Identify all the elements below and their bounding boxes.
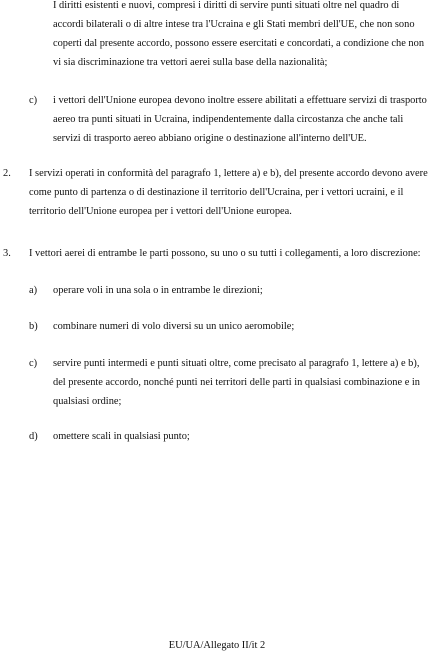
intro-paragraph: I diritti esistenti e nuovi, compresi i diritti di servire punti situati oltre nel quadro di accordi bilaterali o di altre intese tra l'Ucraina e gli Stati membri dell'UE, che non sono coperti dal presente accordo, possono essere esercitati e concordati, a condizione che non vi sia discriminazione tra vettori aerei sulla base della nazionalità;: [53, 0, 425, 68]
sub-item-c-marker: c): [29, 358, 38, 369]
item-c-text: i vettori dell'Unione europea devono inoltre essere abilitati a effettuare servizi di trasporto aereo tra punti situati in Ucraina, indipendentemente dalla circostanza che anche tali servizi di trasporto aereo abbiano origine o destinazione all'interno dell'UE.: [53, 95, 427, 144]
paragraph-2-text: I servizi operati in conformità del paragrafo 1, lettere a) e b), del presente accordo devono avere come punto di partenza o di destinazione il territorio dell'Ucraina, per i vettori ucraini, e il territorio dell'Unione europea per i vettori dell'Unione europea.: [29, 168, 428, 217]
page-footer: EU/UA/Allegato II/it 2: [168, 640, 266, 651]
item-c-marker: c): [29, 95, 38, 106]
sub-item-d-marker: d): [29, 431, 38, 442]
paragraph-3-number: 3.: [3, 248, 11, 259]
paragraph-2-number: 2.: [3, 168, 11, 179]
sub-item-b-text: combinare numeri di volo diversi su un unico aeromobile;: [53, 321, 295, 332]
sub-item-c-text: servire punti intermedi e punti situati oltre, come precisato al paragrafo 1, lettere a) e b), del presente accordo, nonché punti nei territori delle parti in qualsiasi combinazione e in qualsiasi ordine;: [53, 358, 421, 407]
sub-item-d-text: omettere scali in qualsiasi punto;: [53, 431, 190, 442]
sub-item-b-marker: b): [29, 321, 38, 332]
paragraph-3-text: I vettori aerei di entrambe le parti possono, su uno o su tutti i collegamenti, a loro discrezione:: [29, 248, 421, 259]
sub-item-a-text: operare voli in una sola o in entrambe le direzioni;: [53, 285, 263, 296]
sub-item-a-marker: a): [29, 285, 38, 296]
